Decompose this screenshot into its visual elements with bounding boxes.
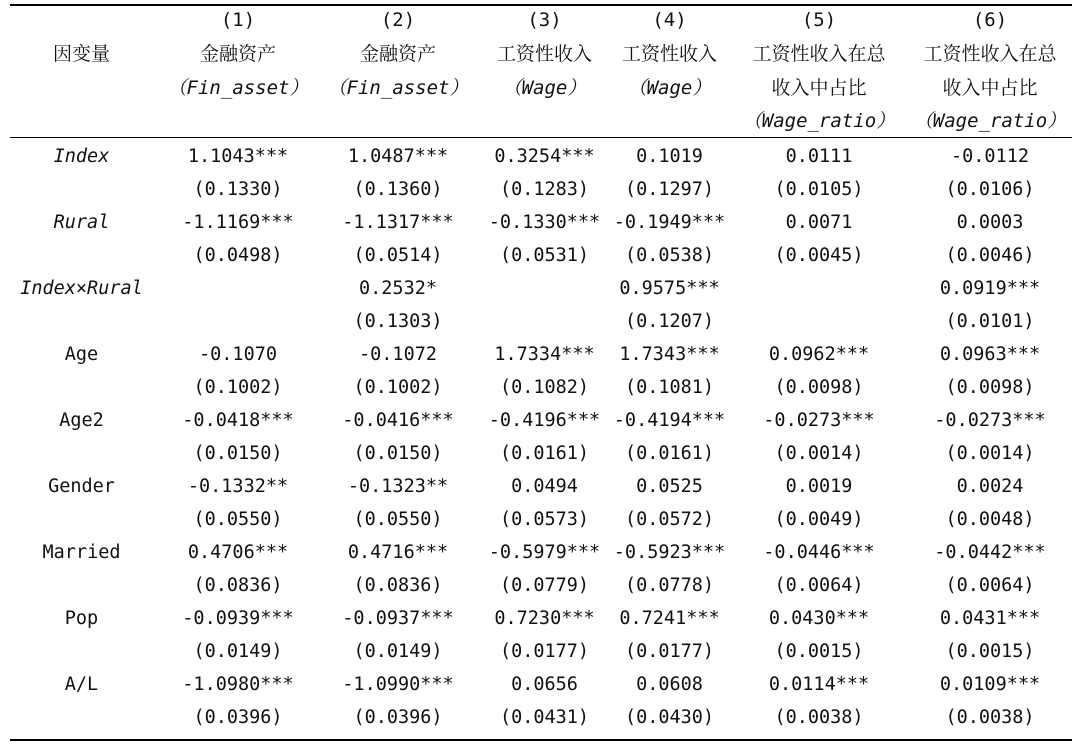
standard-error-cell: (0.0014) — [774, 443, 864, 464]
standard-error-cell: (0.0550) — [353, 509, 443, 530]
header-row-variable-codes-2 — [0, 105, 1080, 138]
dependent-variable-label: 因变量 — [52, 43, 110, 65]
standard-error-cell: (0.0396) — [353, 707, 443, 728]
table-row — [0, 668, 1080, 701]
header-variable-code: （Wage） — [502, 77, 587, 99]
standard-error-cell: (0.0161) — [499, 443, 590, 464]
coefficient-cell: -0.0446*** — [763, 542, 875, 563]
standard-error-cell: (0.0498) — [193, 245, 283, 266]
standard-error-cell: (0.0014) — [945, 443, 1035, 464]
standard-error-cell: (0.0149) — [193, 641, 283, 662]
coefficient-cell: -0.4194*** — [613, 410, 726, 431]
coefficient-cell: 0.4706*** — [187, 542, 289, 563]
standard-error-cell: (0.1360) — [353, 179, 443, 200]
header-col-number: (1) — [220, 9, 256, 31]
coefficient-cell: 0.0525 — [636, 476, 703, 497]
header-row-variable-codes — [0, 72, 1080, 105]
table-row-standard-error — [0, 173, 1080, 206]
standard-error-cell: (0.0778) — [624, 575, 715, 596]
coefficient-cell: 0.0430*** — [768, 608, 870, 629]
row-variable-name: Rural — [53, 212, 110, 233]
coefficient-cell: -1.1317*** — [342, 212, 454, 233]
coefficient-cell: 0.0963*** — [939, 344, 1041, 365]
standard-error-cell: (0.0048) — [945, 509, 1035, 530]
header-variable-name: 金融资产 — [199, 43, 276, 65]
coefficient-cell: 0.1019 — [636, 146, 703, 167]
standard-error-cell: (0.0572) — [624, 509, 715, 530]
header-variable-code: （Fin_asset） — [167, 77, 309, 99]
header-row-col-numbers — [0, 4, 1080, 37]
coefficient-cell: -0.5979*** — [488, 542, 601, 563]
standard-error-cell: (0.0538) — [624, 245, 715, 266]
coefficient-cell: 0.3254*** — [494, 146, 595, 167]
coefficient-cell: -0.1949*** — [613, 212, 726, 233]
standard-error-cell: (0.0431) — [499, 707, 590, 728]
standard-error-cell: (0.0046) — [945, 245, 1035, 266]
coefficient-cell: 1.7343*** — [619, 344, 720, 365]
standard-error-cell: (0.1283) — [499, 179, 590, 200]
coefficient-cell: -0.0418*** — [182, 410, 294, 431]
header-col-number: (4) — [652, 9, 687, 31]
table-row — [0, 272, 1080, 305]
header-variable-code: （Wage） — [627, 77, 712, 99]
header-variable-code: （Wage_ratio） — [742, 110, 896, 132]
coefficient-cell: 0.0019 — [785, 476, 853, 497]
header-variable-name: 金融资产 — [359, 43, 436, 65]
coefficient-cell: -0.1323** — [347, 476, 449, 497]
table-row-standard-error — [0, 503, 1080, 536]
standard-error-cell: (0.0177) — [499, 641, 590, 662]
table-row — [0, 536, 1080, 569]
coefficient-cell: 0.2532* — [359, 278, 437, 299]
standard-error-cell: (0.0573) — [499, 509, 590, 530]
row-variable-name: Gender — [48, 476, 115, 497]
coefficient-cell: 0.7241*** — [619, 608, 720, 629]
coefficient-cell: 0.0962*** — [768, 344, 870, 365]
header-col-number: (6) — [972, 9, 1008, 31]
standard-error-cell: (0.1082) — [499, 377, 590, 398]
standard-error-cell: (0.0177) — [624, 641, 715, 662]
standard-error-cell: (0.0038) — [774, 707, 864, 728]
header-col-number: (3) — [527, 9, 562, 31]
header-variable-name: 工资性收入 — [621, 43, 717, 65]
table-row — [0, 206, 1080, 239]
standard-error-cell: (0.0430) — [624, 707, 715, 728]
standard-error-cell: (0.0514) — [353, 245, 443, 266]
standard-error-cell: (0.0150) — [353, 443, 443, 464]
standard-error-cell: (0.0105) — [774, 179, 864, 200]
coefficient-cell: 0.0024 — [956, 476, 1024, 497]
standard-error-cell: (0.0038) — [945, 707, 1035, 728]
row-variable-name: Age — [64, 344, 99, 365]
standard-error-cell: (0.0064) — [945, 575, 1035, 596]
coefficient-cell: -0.5923*** — [613, 542, 726, 563]
header-variable-code: （Wage_ratio） — [913, 110, 1067, 132]
row-variable-name: A/L — [64, 674, 99, 695]
table-row-standard-error — [0, 437, 1080, 470]
coefficient-cell: -1.0980*** — [182, 674, 294, 695]
table-row-standard-error — [0, 635, 1080, 668]
standard-error-cell: (0.1303) — [353, 311, 443, 332]
coefficient-cell: 0.0109*** — [939, 674, 1041, 695]
standard-error-cell: (0.0098) — [774, 377, 864, 398]
coefficient-cell: 1.0487*** — [347, 146, 449, 167]
table-row — [0, 140, 1080, 173]
coefficient-cell: -0.1330*** — [488, 212, 601, 233]
table-row-standard-error — [0, 305, 1080, 338]
coefficient-cell: -0.0112 — [951, 146, 1029, 167]
coefficient-cell: -0.4196*** — [488, 410, 601, 431]
coefficient-cell: 0.0003 — [956, 212, 1024, 233]
header-variable-name: 工资性收入在总 — [752, 43, 886, 65]
table-row-standard-error — [0, 569, 1080, 602]
coefficient-cell: -0.0273*** — [934, 410, 1046, 431]
table-row — [0, 602, 1080, 635]
standard-error-cell: (0.0150) — [193, 443, 283, 464]
header-variable-name-cont: 收入中占比 — [942, 77, 1038, 99]
coefficient-cell: -1.0990*** — [342, 674, 454, 695]
header-variable-code: （Fin_asset） — [327, 77, 469, 99]
standard-error-cell: (0.0779) — [499, 575, 590, 596]
row-variable-name: Index — [53, 146, 110, 167]
coefficient-cell: 0.0919*** — [939, 278, 1041, 299]
standard-error-cell: (0.0396) — [193, 707, 283, 728]
standard-error-cell: (0.1002) — [353, 377, 443, 398]
standard-error-cell: (0.0836) — [353, 575, 443, 596]
bottom-rule — [10, 739, 1072, 741]
coefficient-cell: 1.7334*** — [494, 344, 595, 365]
coefficient-cell: 1.1043*** — [187, 146, 289, 167]
standard-error-cell: (0.0149) — [353, 641, 443, 662]
coefficient-cell: 0.7230*** — [494, 608, 595, 629]
coefficient-cell: -1.1169*** — [182, 212, 294, 233]
standard-error-cell: (0.0531) — [499, 245, 590, 266]
header-col-number: (5) — [801, 9, 837, 31]
standard-error-cell: (0.0550) — [193, 509, 283, 530]
coefficient-cell: -0.0937*** — [342, 608, 454, 629]
coefficient-cell: -0.0442*** — [934, 542, 1046, 563]
coefficient-cell: 0.4716*** — [347, 542, 449, 563]
standard-error-cell: (0.0161) — [624, 443, 715, 464]
coefficient-cell: -0.0273*** — [763, 410, 875, 431]
row-variable-name: Married — [42, 542, 121, 563]
standard-error-cell: (0.1002) — [193, 377, 283, 398]
standard-error-cell: (0.0015) — [945, 641, 1035, 662]
table-row — [0, 404, 1080, 437]
standard-error-cell: (0.0098) — [945, 377, 1035, 398]
coefficient-cell: 0.0656 — [511, 674, 578, 695]
standard-error-cell: (0.0015) — [774, 641, 864, 662]
header-variable-name: 工资性收入在总 — [923, 43, 1057, 65]
table-row-standard-error — [0, 239, 1080, 272]
standard-error-cell: (0.0049) — [774, 509, 864, 530]
coefficient-cell: 0.9575*** — [619, 278, 720, 299]
table-row — [0, 338, 1080, 371]
standard-error-cell: (0.1330) — [193, 179, 283, 200]
table-row-standard-error — [0, 701, 1080, 734]
row-variable-name: Pop — [64, 608, 99, 629]
header-variable-name-cont: 收入中占比 — [771, 77, 867, 99]
coefficient-cell: 0.0494 — [511, 476, 578, 497]
standard-error-cell: (0.1297) — [624, 179, 715, 200]
standard-error-cell: (0.0045) — [774, 245, 864, 266]
standard-error-cell: (0.0836) — [193, 575, 283, 596]
standard-error-cell: (0.1207) — [624, 311, 715, 332]
coefficient-cell: -0.1332** — [187, 476, 289, 497]
header-row-variable-names — [0, 38, 1080, 71]
coefficient-cell: -0.1070 — [199, 344, 277, 365]
table-row — [0, 470, 1080, 503]
standard-error-cell: (0.0101) — [945, 311, 1035, 332]
coefficient-cell: 0.0111 — [785, 146, 853, 167]
header-col-number: (2) — [380, 9, 416, 31]
header-variable-name: 工资性收入 — [496, 43, 592, 65]
coefficient-cell: -0.1072 — [359, 344, 437, 365]
header-separator-rule — [10, 137, 1072, 138]
coefficient-cell: -0.0939*** — [182, 608, 294, 629]
standard-error-cell: (0.1081) — [624, 377, 715, 398]
standard-error-cell: (0.0064) — [774, 575, 864, 596]
row-variable-name: Index×Rural — [20, 278, 143, 299]
coefficient-cell: 0.0431*** — [939, 608, 1041, 629]
standard-error-cell: (0.0106) — [945, 179, 1035, 200]
coefficient-cell: 0.0608 — [636, 674, 703, 695]
coefficient-cell: -0.0416*** — [342, 410, 454, 431]
coefficient-cell: 0.0114*** — [768, 674, 870, 695]
coefficient-cell: 0.0071 — [785, 212, 853, 233]
row-variable-name: Age2 — [59, 410, 104, 431]
table-row-standard-error — [0, 371, 1080, 404]
